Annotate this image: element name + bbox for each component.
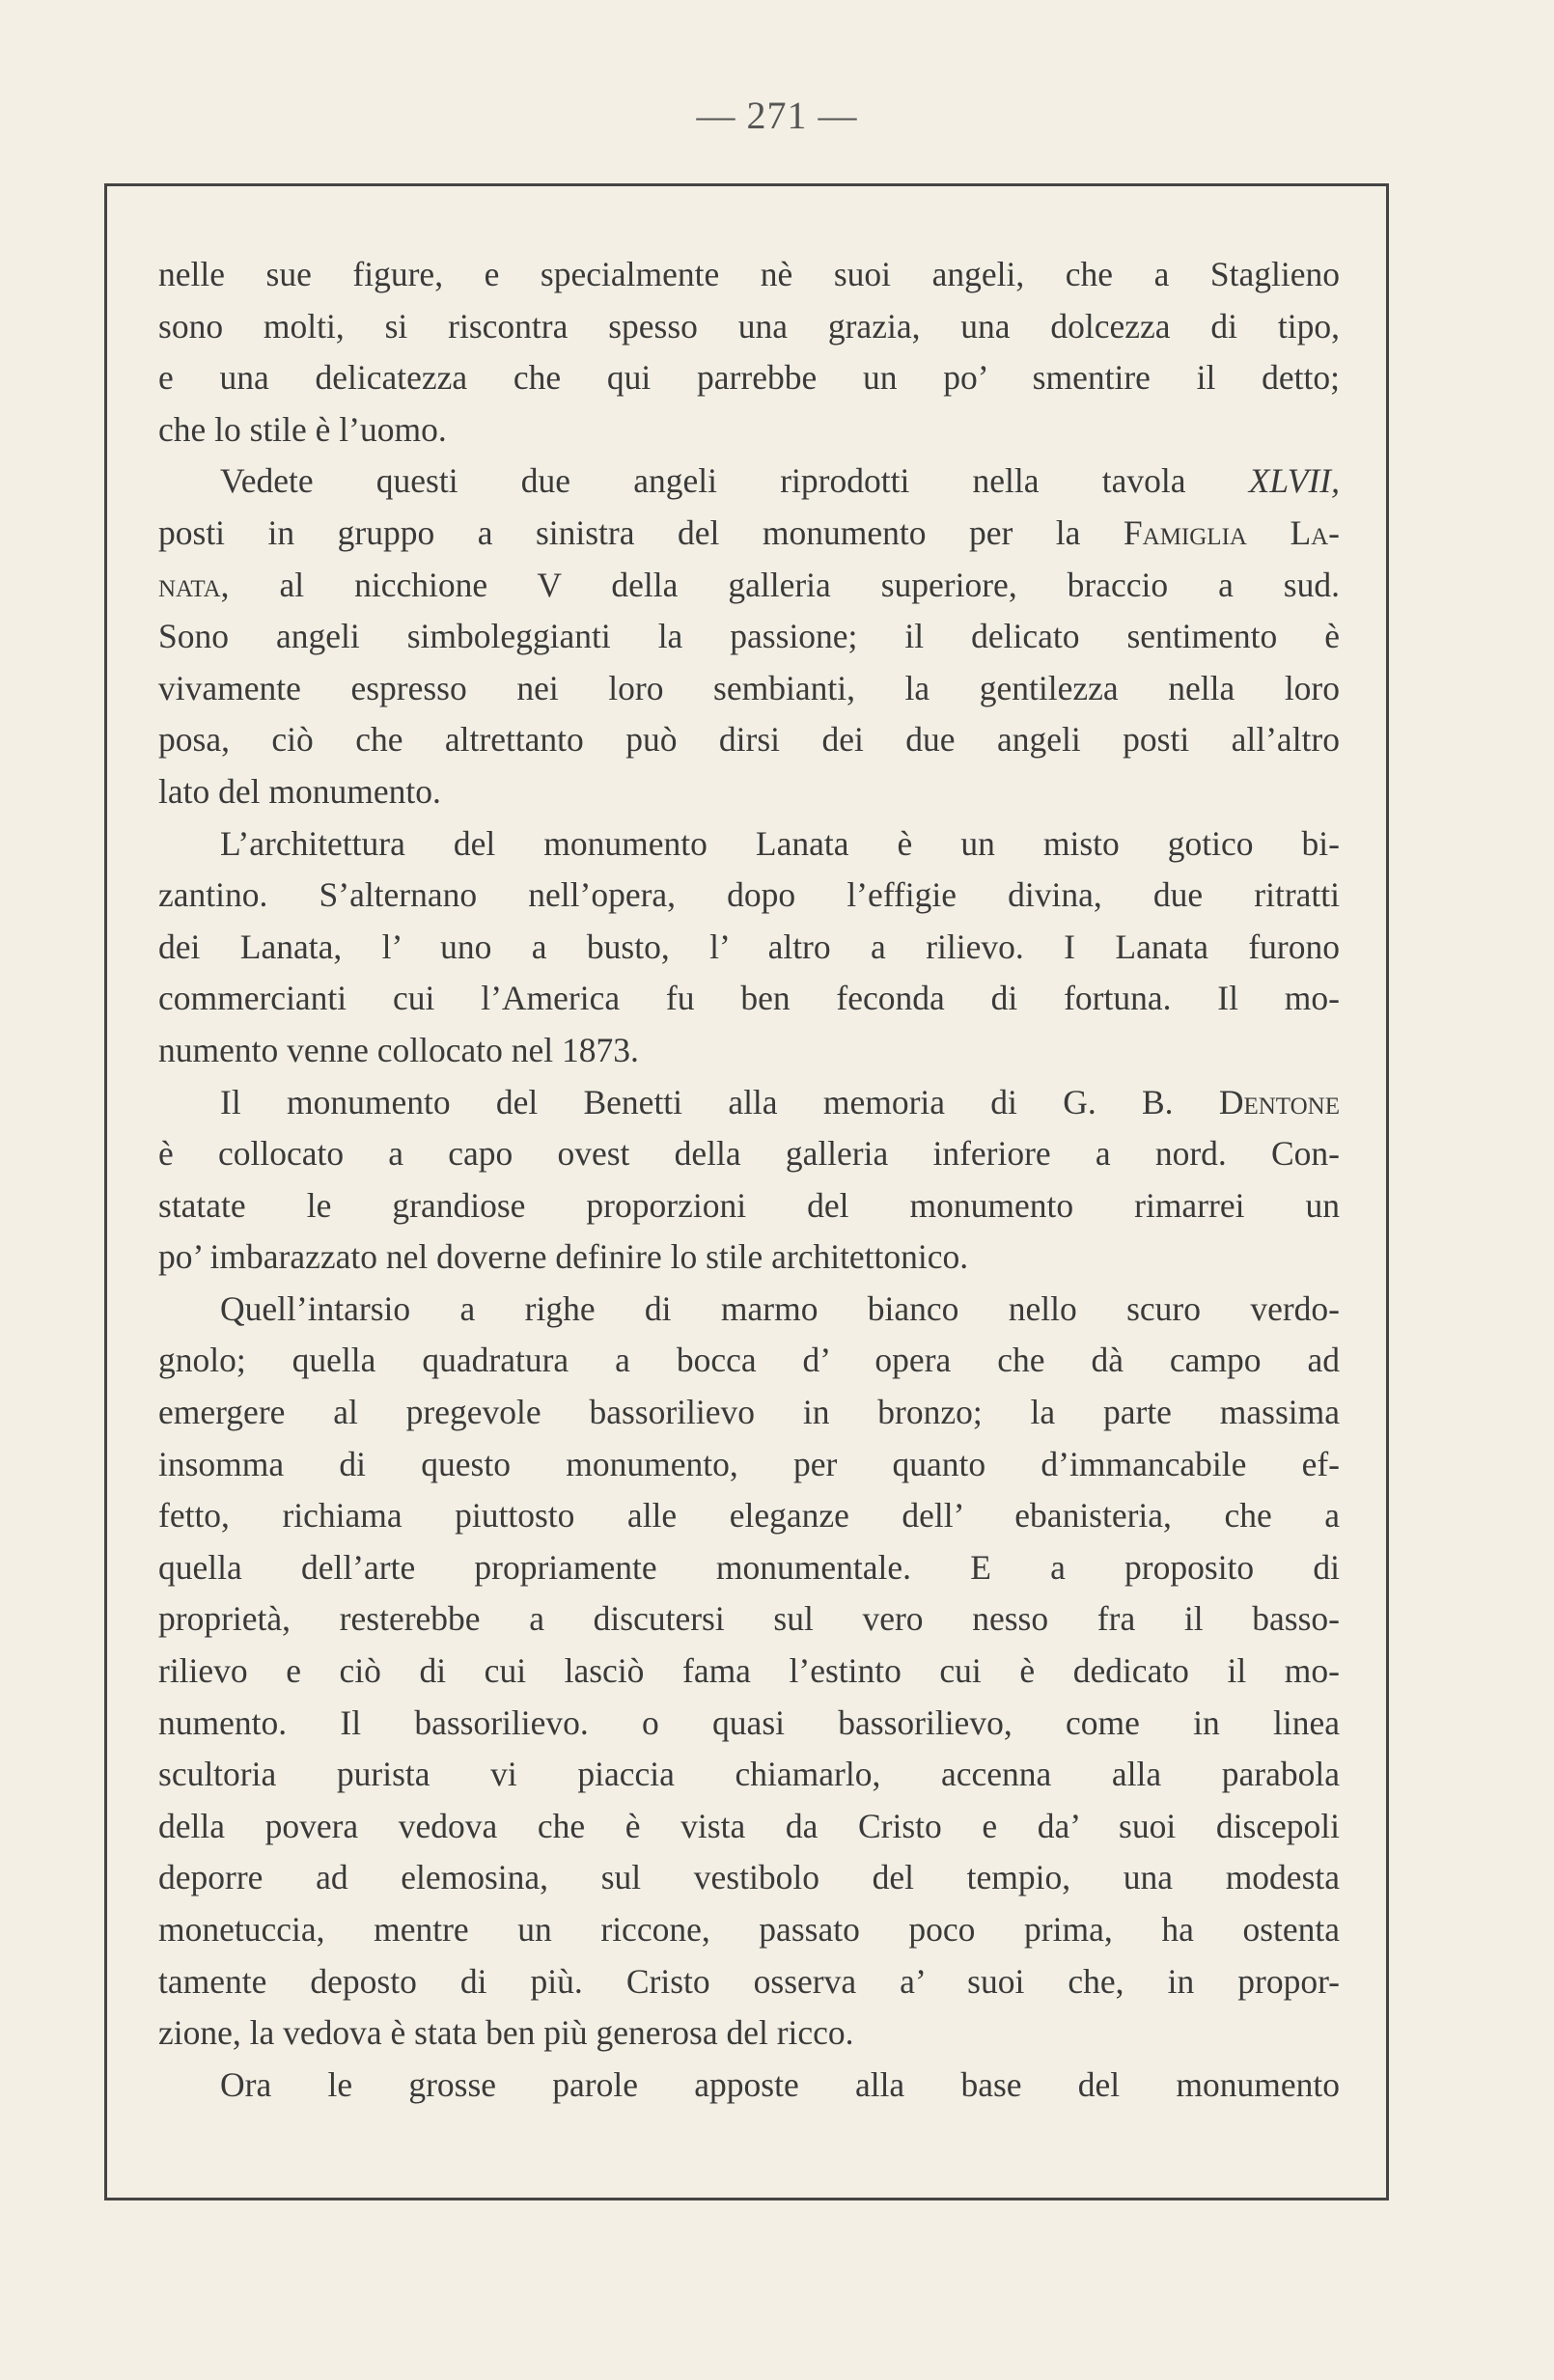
- page-frame-right-rule: [1386, 183, 1389, 2200]
- text-line: [158, 456, 1340, 508]
- text-line: zantino. S’alternano nell’opera, dopo l’effigie divina, due ritratti: [158, 875, 1340, 915]
- text-line: insomma di questo monumento, per quanto d’immancabile ef-: [158, 1444, 1340, 1483]
- text-line: Quell’intarsio a righe di marmo bianco nello scuro verdo-: [220, 1288, 1340, 1328]
- text-line: [158, 560, 1340, 612]
- text-line: della povera vedova che è vista da Cristo e da’ suoi discepoli: [158, 1806, 1340, 1845]
- text-line: dei Lanata, l’ uno a busto, l’ altro a rilievo. I Lanata furono: [158, 927, 1340, 966]
- page-number: — 271 —: [696, 94, 858, 137]
- text-line: scultoria purista vi piaccia chiamarlo, accenna alla parabola: [158, 1755, 1340, 1794]
- body-text: [158, 249, 1340, 2111]
- text-line: statate le grandiose proporzioni del monumento rimarrei un: [158, 1185, 1340, 1225]
- text-fragment: Vedete questi due angeli riprodotti nella tavola: [220, 461, 1186, 501]
- text-line: fetto, richiama piuttosto alle eleganze dell’ ebanisteria, che a: [158, 1496, 1340, 1536]
- family-name-continued: nata,: [158, 565, 230, 604]
- text-line: e una delicatezza che qui parrebbe un po’ smentire il detto;: [158, 358, 1340, 398]
- text-line: rilievo e ciò di cui lasciò fama l’estinto cui è dedicato il mo-: [158, 1651, 1340, 1691]
- text-line: Ora le grosse parole apposte alla base del monumento: [220, 2064, 1340, 2104]
- text-line: numento. Il bassorilievo. o quasi bassorilievo, come in linea: [158, 1702, 1340, 1742]
- text-line: numento venne collocato nel 1873.: [158, 1030, 639, 1069]
- text-line: che lo stile è l’uomo.: [158, 409, 447, 449]
- text-line: sono molti, si riscontra spesso una grazia, una dolcezza di tipo,: [158, 306, 1340, 346]
- text-line: commercianti cui l’America fu ben feconda di fortuna. Il mo-: [158, 979, 1340, 1018]
- text-line: nelle sue figure, e specialmente nè suoi angeli, che a Staglieno: [158, 255, 1340, 293]
- text-line: quella dell’arte propriamente monumentale. E a proposito di: [158, 1547, 1340, 1587]
- text-fragment: posti in gruppo a sinistra del monumento per la: [158, 512, 1081, 552]
- text-line: monetuccia, mentre un riccone, passato poco prima, ha ostenta: [158, 1910, 1340, 1949]
- text-line: emergere al pregevole bassorilievo in bronzo; la parte massima: [158, 1393, 1340, 1432]
- text-line: Sono angeli simboleggianti la passione; il delicato sentimento è: [158, 617, 1340, 656]
- text-line: gnolo; quella quadratura a bocca d’ opera che dà campo ad: [158, 1341, 1340, 1380]
- text-line: vivamente espresso nei loro sembianti, la gentilezza nella loro: [158, 668, 1340, 707]
- text-line: è collocato a capo ovest della galleria inferiore a nord. Con-: [158, 1134, 1340, 1174]
- sculptor-name: Dentone: [1218, 1082, 1341, 1121]
- text-line: posa, ciò che altrettanto può dirsi dei due angeli posti all’altro: [158, 720, 1340, 760]
- text-line: proprietà, resterebbe a discutersi sul vero nesso fra il basso-: [158, 1599, 1340, 1639]
- text-line: zione, la vedova è stata ben più generosa del ricco.: [158, 2013, 854, 2053]
- text-fragment: al nicchione V della galleria superiore, braccio a sud.: [229, 565, 1340, 604]
- text-fragment: Il monumento del Benetti alla memoria di G. B.: [220, 1082, 1174, 1121]
- text-line: po’ imbarazzato nel doverne definire lo stile architettonico.: [158, 1237, 969, 1277]
- text-line: tamente deposto di più. Cristo osserva a’ suoi che, in propor-: [158, 1961, 1340, 2001]
- family-name: Famiglia La-: [1123, 512, 1340, 552]
- text-line: deporre ad elemosina, sul vestibolo del tempio, una modesta: [158, 1858, 1340, 1897]
- text-line: L’architettura del monumento Lanata è un misto gotico bi-: [220, 823, 1340, 863]
- text-line: [158, 508, 1340, 560]
- text-line: [158, 1077, 1340, 1129]
- plate-reference: XLVII,: [1248, 461, 1341, 501]
- text-line: lato del monumento.: [158, 771, 441, 811]
